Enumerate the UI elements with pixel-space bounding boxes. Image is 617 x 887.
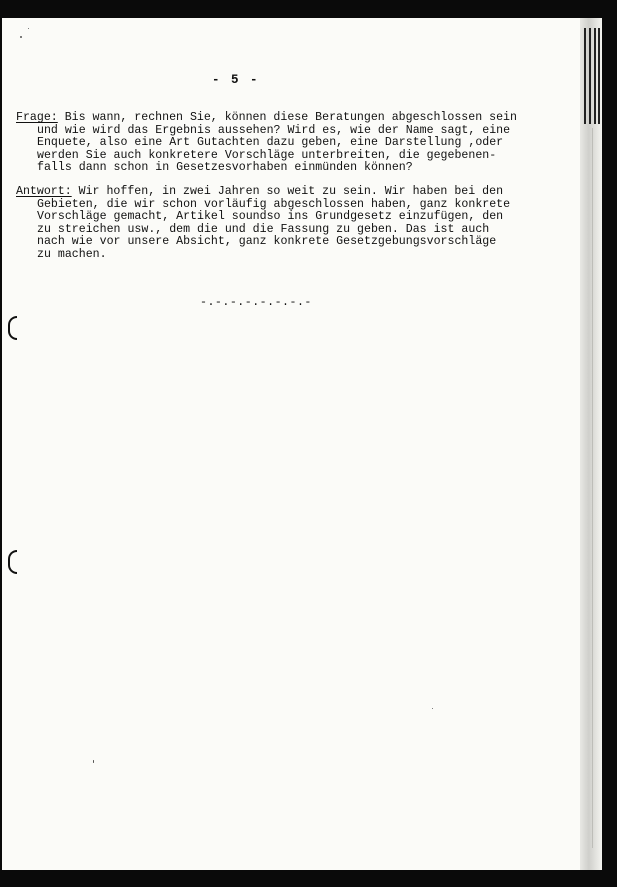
punch-hole-mark (8, 550, 17, 574)
answer-label: Antwort: (16, 185, 72, 198)
page-edge-line (592, 128, 593, 848)
answer-continuation: Gebieten, die wir schon vorläufig abgeschlossen haben, ganz konkrete Vorschläge gemacht, Artikel soundso ins Grundgesetz einzufügen, den zu streichen usw., dem die und die Fassung zu geben. Das ist auch nach wie vor unsere Absicht, ganz konkrete Gesetzgebungsvorschläge zu machen. (37, 197, 511, 261)
scan-edge-stripe (584, 28, 586, 124)
scan-edge-stripe (589, 28, 591, 124)
question-continuation: und wie wird das Ergebnis aussehen? Wird es, wie der Name sagt, eine Enquete, also eine Art Gutachten dazu geben, eine Darstellung ,oder werden Sie auch konkretere Vorschläge unterbreiten, die gegebenen- falls dann schon in Gesetzesvorhaben einmünden können? (37, 123, 511, 175)
scan-speck (432, 708, 433, 709)
answer-first-line (16, 186, 503, 199)
question-first-line (16, 112, 517, 125)
question-label: Frage: (16, 111, 58, 124)
scan-speck (93, 760, 94, 763)
end-separator: -.-.-.-.-.-.-.- (200, 296, 312, 309)
scan-speck (20, 36, 22, 38)
scan-edge-stripe (594, 28, 596, 124)
question-text-start: Bis wann, rechnen Sie, können diese Beratungen abgeschlossen sein (57, 111, 517, 124)
answer-text-start: Wir hoffen, in zwei Jahren so weit zu sein. Wir haben bei den (71, 185, 504, 198)
scan-edge-stripe (598, 28, 600, 124)
page-number: - 5 - (212, 73, 260, 87)
page-edge-shadow (580, 18, 602, 870)
punch-hole-mark (8, 316, 17, 340)
scan-speck (28, 28, 29, 29)
